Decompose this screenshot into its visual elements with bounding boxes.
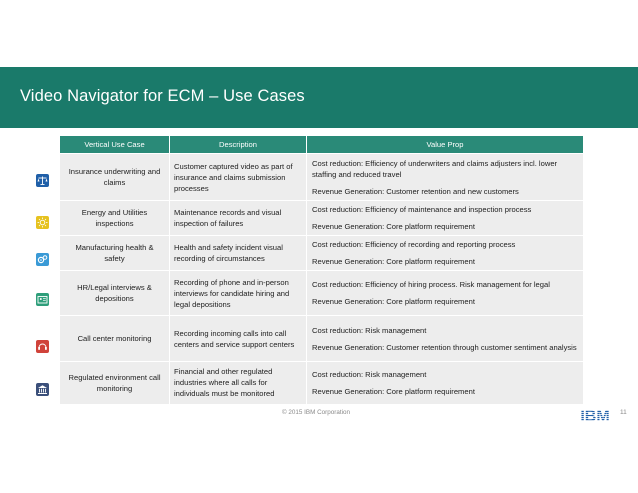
value-line: Cost reduction: Efficiency of maintenance and inspection process bbox=[312, 205, 532, 214]
value-line: Cost reduction: Efficiency of recording and reporting process bbox=[312, 240, 516, 249]
scales-icon bbox=[36, 174, 49, 187]
value-line: Revenue Generation: Core platform requirement bbox=[312, 222, 475, 231]
description-cell: Health and safety incident visual recording of circumstances bbox=[174, 243, 283, 263]
use-case-cell: Insurance underwriting and claims bbox=[68, 167, 161, 187]
use-case-cell: Energy and Utilities inspections bbox=[81, 208, 148, 228]
table-row bbox=[60, 271, 583, 316]
value-line: Revenue Generation: Core platform requirement bbox=[312, 257, 475, 266]
description-cell: Customer captured video as part of insurance and claims submission processes bbox=[174, 161, 293, 193]
use-case-cell: Manufacturing health & safety bbox=[75, 243, 154, 263]
use-case-cell: Call center monitoring bbox=[77, 334, 152, 343]
value-prop-cell bbox=[307, 154, 584, 201]
use-cases-table bbox=[60, 136, 583, 404]
header-description: Description bbox=[170, 136, 307, 154]
header-value-prop: Value Prop bbox=[307, 136, 584, 154]
description-cell: Recording of phone and in-person interviews for candidate hiring and legal depositions bbox=[174, 277, 290, 309]
table-row bbox=[60, 362, 583, 404]
description-cell: Maintenance records and visual inspection of failures bbox=[174, 208, 282, 228]
value-line: Revenue Generation: Customer retention and new customers bbox=[312, 186, 519, 196]
table-row bbox=[60, 201, 583, 236]
value-line: Cost reduction: Risk management bbox=[312, 325, 427, 335]
value-line: Cost reduction: Efficiency of underwriters and claims adjusters incl. lower staffing and reduced travel bbox=[312, 158, 558, 179]
id-card-icon bbox=[36, 293, 49, 306]
description-cell: Financial and other regulated industries where all calls for individuals must be monitored bbox=[174, 367, 275, 399]
page-number: 11 bbox=[620, 409, 627, 416]
ibm-logo bbox=[574, 407, 616, 423]
table-row bbox=[60, 154, 583, 201]
use-case-cell: HR/Legal interviews & depositions bbox=[77, 283, 152, 303]
value-line: Cost reduction: Efficiency of hiring process. Risk management for legal bbox=[312, 280, 550, 289]
value-line: Revenue Generation: Core platform requirement bbox=[312, 297, 475, 306]
value-line: Cost reduction: Risk management bbox=[312, 369, 427, 379]
table-row bbox=[60, 236, 583, 271]
value-line: Revenue Generation: Customer retention through customer sentiment analysis bbox=[312, 342, 577, 352]
slide-title: Video Navigator for ECM – Use Cases bbox=[20, 87, 305, 105]
value-prop-cell bbox=[307, 271, 584, 316]
description-cell: Recording incoming calls into call centers and service support centers bbox=[174, 328, 295, 349]
gears-icon bbox=[36, 253, 49, 266]
table-row bbox=[60, 316, 583, 362]
header-use-case: Vertical Use Case bbox=[60, 136, 170, 154]
bank-icon bbox=[36, 383, 49, 396]
sun-icon bbox=[36, 216, 49, 229]
use-case-cell: Regulated environment call monitoring bbox=[68, 372, 161, 393]
title-banner bbox=[0, 67, 638, 128]
table-header-row bbox=[60, 136, 583, 154]
value-prop-cell bbox=[307, 362, 584, 404]
copyright-footer: © 2015 IBM Corporation bbox=[282, 409, 350, 416]
value-prop-cell bbox=[307, 201, 584, 236]
value-prop-cell bbox=[307, 316, 584, 362]
value-line: Revenue Generation: Core platform requirement bbox=[312, 386, 475, 396]
headset-icon bbox=[36, 340, 49, 353]
value-prop-cell bbox=[307, 236, 584, 271]
